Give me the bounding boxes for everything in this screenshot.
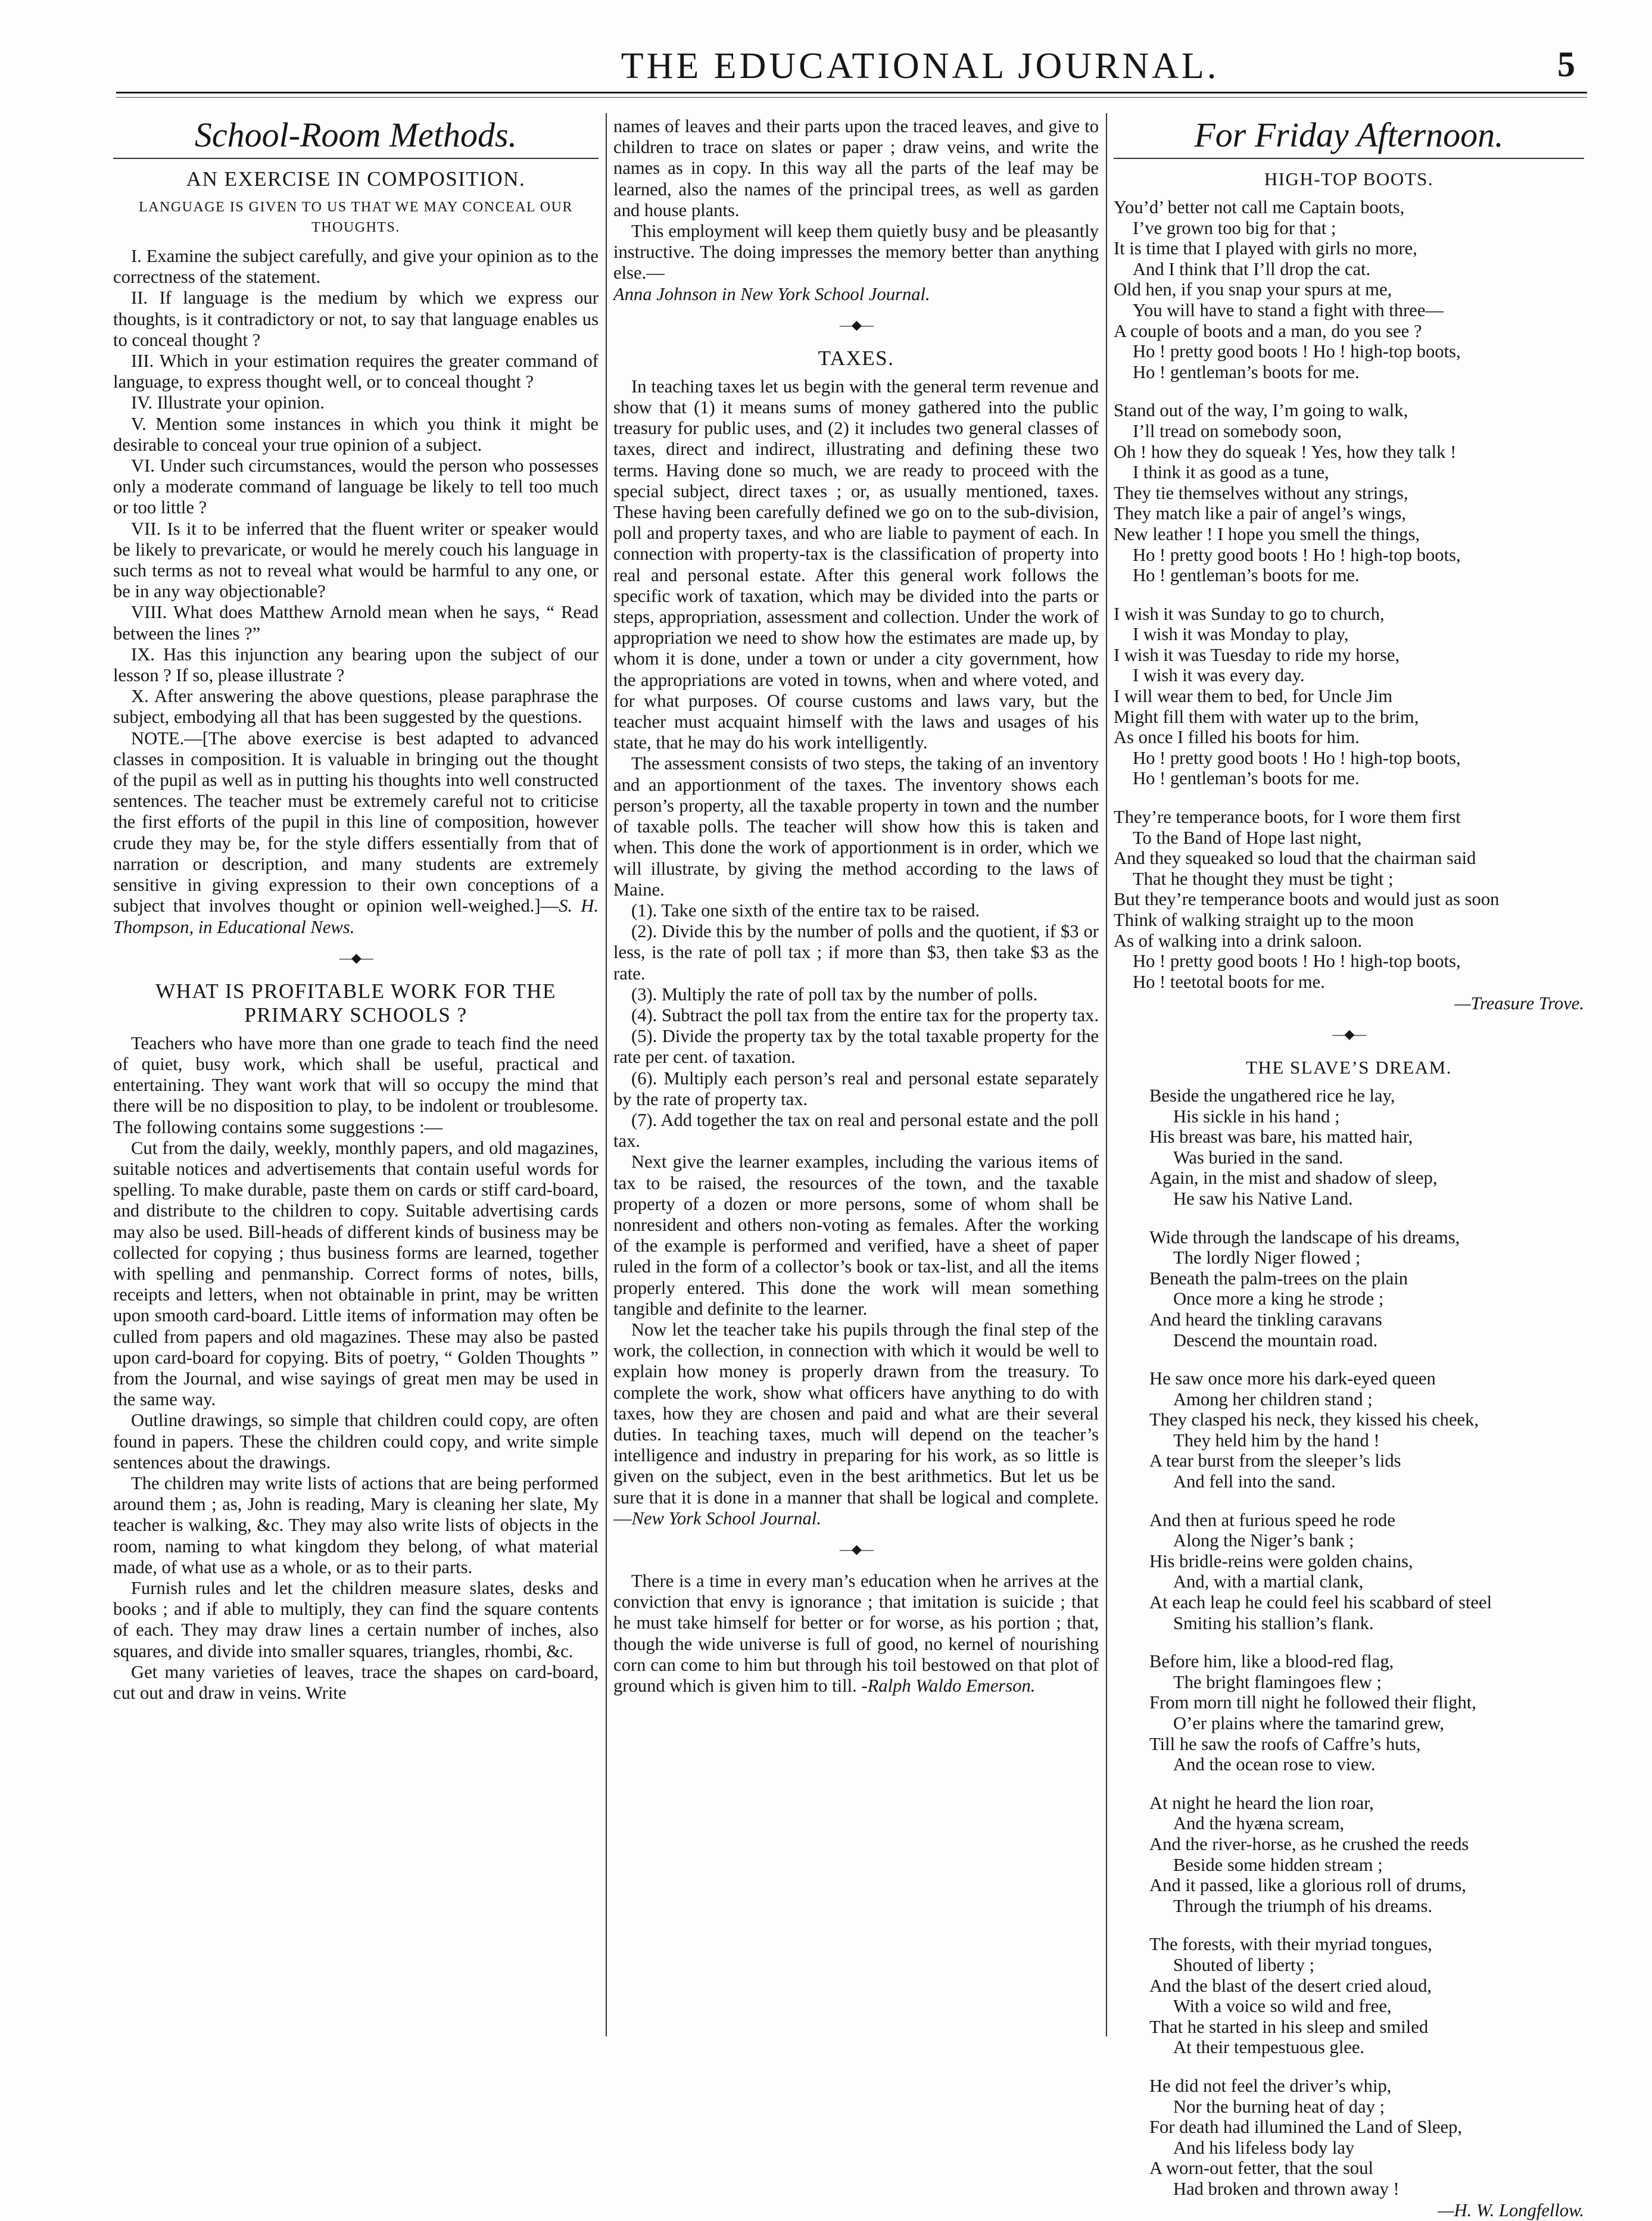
poem-stanza <box>1114 400 1584 585</box>
poem-high-top-boots <box>1114 197 1584 1014</box>
paragraph: Next give the learner examples, including the various items of tax to be raised, the resources of the town, and the taxable property of a dozen or more persons, some of whom shall be nonresident and others non-voting as females. After the working of the example is performed and verified, have a sheet of paper ruled in the form of a collector’s book or tax-list, and all the items properly entered. This done the work will mean something tangible and definite to the learner. <box>613 1152 1099 1319</box>
poem-line: You’d’ better not call me Captain boots, <box>1114 197 1405 217</box>
poem-line: His sickle in his hand ; <box>1173 1106 1340 1127</box>
poem-line: And it passed, like a glorious roll of drums, <box>1149 1875 1466 1896</box>
poem-line: New leather ! I hope you smell the things, <box>1114 523 1420 544</box>
poem-stanza <box>1149 1085 1584 1209</box>
poem-line: He saw once more his dark-eyed queen <box>1149 1368 1436 1389</box>
poem-line: Ho ! gentleman’s boots for me. <box>1133 768 1360 789</box>
paragraph: NOTE.—[The above exercise is best adapted to advanced classes in composition. It is valuable in bringing out the thought of the pupil as well as in putting his thoughts into well constructed sentences. The teacher must be extremely careful not to criticise the first efforts of the pupil in this line of composition, however crude they may be, for the style differs essentially from that of narration or description, and many students are extremely sensitive in giving expression to their own conceptions of a subject that involves thought or opinion well-weighed.]—S. H. Thompson, in Educational News. <box>113 728 599 937</box>
poem-line: I’ve grown too big for that ; <box>1133 217 1336 238</box>
paragraph: II. If language is the medium by which we express our thoughts, is it contradictory or not, to say that language enables us to conceal thought ? <box>113 288 599 350</box>
poem-line: Ho ! gentleman’s boots for me. <box>1133 565 1360 586</box>
poem-line: Old hen, if you snap your spurs at me, <box>1114 279 1392 300</box>
poem-line: Along the Niger’s bank ; <box>1173 1530 1354 1551</box>
section-rule <box>1114 158 1584 159</box>
poem-line: And then at furious speed he rode <box>1149 1509 1395 1530</box>
article-divider: —◆— <box>840 1542 872 1556</box>
author-signature: New York School Journal. <box>631 1508 822 1529</box>
article-body-taxes <box>613 376 1099 1529</box>
paragraph: Outline drawings, so simple that children could copy, are often found in papers. These the children could copy, and write simple sentences about the drawings. <box>113 1410 599 1473</box>
poem-line: O’er plains where the tamarind grew, <box>1173 1713 1445 1733</box>
article-divider: —◆— <box>840 317 872 332</box>
article-title-composition: AN EXERCISE IN COMPOSITION. <box>186 167 526 191</box>
poem-stanza <box>1149 1793 1584 1917</box>
poem-attribution: —H. W. Longfellow. <box>1438 2200 1584 2221</box>
poem-stanza <box>1149 1934 1584 2058</box>
paragraph: There is a time in every man’s education when he arrives at the conviction that envy is ignorance ; that imitation is suicide ; that he must take himself for better or for worse, as his portion ; that, though the wide universe is full of good, no kernel of nourishing corn can come to him but through his toil bestowed on that plot of ground which is given him to till. -Ralph Waldo Emerson. <box>613 1571 1099 1696</box>
poem-line: And fell into the sand. <box>1173 1471 1336 1492</box>
poem-slaves-dream <box>1114 1085 1584 2221</box>
emerson-quote <box>613 1571 1099 1696</box>
author-signature: Ralph Waldo Emerson. <box>867 1676 1036 1696</box>
article-divider: —◆— <box>339 950 372 965</box>
poem-line: And the hyæna scream, <box>1173 1813 1345 1834</box>
paragraph: I. Examine the subject carefully, and give your opinion as to the correctness of the statement. <box>113 246 599 288</box>
header-rule-thin <box>116 97 1587 98</box>
poem-line: Once more a king he strode ; <box>1173 1289 1384 1309</box>
poem-line: And his lifeless body lay <box>1173 2137 1355 2158</box>
paragraph: Cut from the daily, weekly, monthly papers, and old magazines, suitable notices and advertisements that contain useful words for spelling. To make durable, paste them on cards or stiff card-board, and distribute to the children to copy. Suitable advertising cards may also be used. Bill-heads of different kinds of business may be collected for copying ; thus business forms are learned, together with spelling and penmanship. Correct forms of notes, bills, receipts and letters, when not obtainable in print, may be written upon smooth card-board. Little items of information may often be culled from papers and old magazines. These may also be pasted upon card-board for copying. Bits of poetry, “ Golden Thoughts ” from the Journal, and wise sayings of great men may be used in the same way. <box>113 1137 599 1410</box>
poem-line: And I think that I’ll drop the cat. <box>1133 258 1371 279</box>
poem-line: But they’re temperance boots and would just as soon <box>1114 889 1500 910</box>
poem-line: It is time that I played with girls no more, <box>1114 238 1417 259</box>
article-body-profitable-work <box>113 1033 599 1704</box>
poem-line: Beside the ungathered rice he lay, <box>1149 1085 1395 1106</box>
paragraph: VII. Is it to be inferred that the fluent writer or speaker would be likely to prevaricate, or would he merely couch his language in such terms as not to reveal what would be harmful to any one, or be in any way objectionable? <box>113 518 599 602</box>
poem-line: I wish it was Sunday to go to church, <box>1114 603 1385 624</box>
poem-line: Shouted of liberty ; <box>1173 1954 1315 1975</box>
poem-line: And heard the tinkling caravans <box>1149 1309 1382 1330</box>
paragraph: names of leaves and their parts upon the traced leaves, and give to children to trace on slates or paper ; draw veins, and write the names as in copy. In this way all the parts of the leaf may be learned, also the names of the principal trees, as well as garden and house plants. <box>613 116 1099 220</box>
poem-line: Ho ! pretty good boots ! Ho ! high-top boots, <box>1133 544 1461 565</box>
poem-line: As of walking into a drink saloon. <box>1114 930 1363 951</box>
poem-line: Descend the mountain road. <box>1173 1330 1378 1350</box>
poem-line: A worn-out fetter, that the soul <box>1149 2158 1374 2179</box>
poem-line: Ho ! teetotal boots for me. <box>1133 971 1325 992</box>
poem-line: Beside some hidden stream ; <box>1173 1854 1383 1875</box>
poem-line: With a voice so wild and free, <box>1173 1996 1392 2017</box>
poem-line: From morn till night he followed their flight, <box>1149 1692 1476 1713</box>
poem-line: He saw his Native Land. <box>1173 1188 1353 1209</box>
poem-line: I wish it was every day. <box>1133 665 1305 686</box>
poem-line: Nor the burning heat of day ; <box>1173 2096 1385 2117</box>
poem-line: I think it as good as a tune, <box>1133 462 1329 483</box>
article-title-taxes: TAXES. <box>818 346 894 370</box>
poem-line: They clasped his neck, they kissed his cheek, <box>1149 1409 1479 1430</box>
poem-line: At each leap he could feel his scabbard of steel <box>1149 1592 1492 1613</box>
poem-line: Till he saw the roofs of Caffre’s huts, <box>1149 1733 1421 1754</box>
poem-stanza <box>1114 807 1584 992</box>
poem-line: I wish it was Monday to play, <box>1133 624 1349 645</box>
poem-title-slaves-dream: THE SLAVE’S DREAM. <box>1246 1056 1452 1078</box>
paragraph: Now let the teacher take his pupils through the final step of the work, the collection, in connection with which it would be well to explain how money is properly drawn from the treasury. To complete the work, show what officers have anything to do with taxes, how they are chosen and paid and what are their several duties. In teaching taxes, much will depend on the teacher’s intelligence and industry in preparing for his work, as so little is given on the subject, even in the best arithmetics. But let us be sure that it is done in a manner that shall be logical and complete. —New York School Journal. <box>613 1319 1099 1529</box>
poem-attribution: —Treasure Trove. <box>1454 993 1584 1014</box>
paragraph: The children may write lists of actions that are being performed around them ; as, John is reading, Mary is cleaning her slate, My teacher is walking, &c. They may also write lists of objects in the room, naming to what kingdom they belong, of what material made, of what use as a whole, or as to their parts. <box>113 1473 599 1577</box>
paragraph: (3). Multiply the rate of poll tax by the number of polls. <box>631 984 1038 1005</box>
paragraph: (2). Divide this by the number of polls and the quotient, if $3 or less, is the rate of poll tax ; if more than $3, then take $3 as the rate. <box>613 921 1099 984</box>
author-signature: Anna Johnson in New York School Journal. <box>613 283 930 304</box>
poem-line: Smiting his stallion’s flank. <box>1173 1612 1374 1633</box>
poem-line: Stand out of the way, I’m going to walk, <box>1114 400 1408 421</box>
poem-line: I wish it was Tuesday to ride my horse, <box>1114 644 1400 665</box>
poem-line: A tear burst from the sleeper’s lids <box>1149 1450 1401 1471</box>
column-1 <box>113 116 599 2045</box>
section-rule <box>113 158 599 159</box>
poem-line: That he thought they must be tight ; <box>1133 868 1394 889</box>
article-subtitle-composition: LANGUAGE IS GIVEN TO US THAT WE MAY CONCEAL OUR THOUGHTS. <box>139 199 573 235</box>
article-title-profitable-work: WHAT IS PROFITABLE WORK FOR THE PRIMARY SCHOOLS ? <box>155 979 556 1027</box>
poem-line: To the Band of Hope last night, <box>1133 827 1362 848</box>
paragraph: Get many varieties of leaves, trace the shapes on card-board, cut out and draw in veins. Write <box>113 1661 599 1703</box>
poem-line: Oh ! how they do squeak ! Yes, how they talk ! <box>1114 441 1457 462</box>
paragraph: The assessment consists of two steps, the taking of an inventory and an apportionment of the taxes. The inventory shows each person’s property, all the taxable property in town and the number of taxable polls. The teacher will show how this is taken and when. This done the work of apportionment is in order, which we will illustrate, by giving the method according to the laws of Maine. <box>613 753 1099 900</box>
poem-line: Wide through the landscape of his dreams, <box>1149 1227 1460 1247</box>
paragraph: III. Which in your estimation requires the greater command of language, to express thought well, or to conceal thought ? <box>113 351 599 392</box>
paragraph: This employment will keep them quietly busy and be pleasantly instructive. The doing impresses the memory better than anything else.— <box>613 221 1099 283</box>
paragraph: (7). Add together the tax on real and personal estate and the poll tax. <box>613 1109 1099 1152</box>
poem-line: They held him by the hand ! <box>1173 1430 1380 1450</box>
poem-stanza <box>1149 1227 1584 1351</box>
poem-stanza <box>1149 1651 1584 1775</box>
poem-line: The bright flamingoes flew ; <box>1173 1671 1382 1692</box>
paragraph: X. After answering the above questions, please paraphrase the subject, embodying all that has been suggested by the questions. <box>113 686 599 728</box>
section-title-friday-afternoon: For Friday Afternoon. <box>1194 116 1504 154</box>
poem-title-high-top-boots: HIGH-TOP BOOTS. <box>1264 169 1434 189</box>
poem-line: Was buried in the sand. <box>1173 1147 1344 1168</box>
paragraph: VI. Under such circumstances, would the person who possesses only a moderate command of language be likely to tell too much or too little ? <box>113 456 599 518</box>
paragraph: Teachers who have more than one grade to teach find the need of quiet, busy work, which shall be useful, practical and entertaining. They want work that will so occupy the mind that there will be no disposition to play, to be indolent or troublesome. The following contains some suggestions :— <box>113 1032 599 1137</box>
page-number: 5 <box>1557 45 1575 84</box>
poem-line: Again, in the mist and shadow of sleep, <box>1149 1168 1438 1189</box>
poem-line: That he started in his sleep and smiled <box>1149 2016 1429 2037</box>
header-rule <box>116 92 1587 93</box>
column-rule-2 <box>1106 113 1107 2036</box>
poem-line: For death had illumined the Land of Sleep, <box>1149 2117 1463 2138</box>
article-body-continued <box>613 116 1099 305</box>
poem-line: The forests, with their myriad tongues, <box>1149 1934 1432 1955</box>
poem-line: You will have to stand a fight with three— <box>1133 300 1444 320</box>
poem-line: They tie themselves without any strings, <box>1114 482 1408 503</box>
poem-line: As once I filled his boots for him. <box>1114 727 1360 748</box>
poem-line: They match like a pair of angel’s wings, <box>1114 503 1407 524</box>
paragraph: IX. Has this injunction any bearing upon the subject of our lesson ? If so, please illustrate ? <box>113 644 599 686</box>
poem-line: Ho ! gentleman’s boots for me. <box>1133 361 1360 382</box>
poem-line: I will wear them to bed, for Uncle Jim <box>1114 686 1393 707</box>
poem-line: Might fill them with water up to the brim, <box>1114 706 1419 727</box>
poem-stanza <box>1149 1510 1584 1634</box>
poem-line: His bridle-reins were golden chains, <box>1149 1551 1413 1571</box>
poem-line: The lordly Niger flowed ; <box>1173 1247 1361 1268</box>
poem-line: And, with a martial clank, <box>1173 1571 1364 1592</box>
paragraph: (4). Subtract the poll tax from the entire tax for the property tax. <box>631 1005 1099 1025</box>
poem-line: Through the triumph of his dreams. <box>1173 1895 1433 1916</box>
poem-line: He did not feel the driver’s whip, <box>1149 2075 1392 2096</box>
article-body-composition <box>113 246 599 938</box>
paragraph: VIII. What does Matthew Arnold mean when he says, “ Read between the lines ?” <box>113 602 599 644</box>
page-header <box>116 40 1587 106</box>
poem-line: His breast was bare, his matted hair, <box>1149 1127 1413 1147</box>
poem-line: And the blast of the desert cried aloud, <box>1149 1975 1432 1996</box>
poem-line: Think of walking straight up to the moon <box>1114 910 1414 930</box>
poem-line: Beneath the palm-trees on the plain <box>1149 1268 1408 1289</box>
poem-divider: —◆— <box>1332 1026 1366 1041</box>
poem-line: At night he heard the lion roar, <box>1149 1792 1374 1813</box>
poem-line: Before him, like a blood-red flag, <box>1149 1651 1394 1672</box>
journal-title: THE EDUCATIONAL JOURNAL. <box>621 46 1220 86</box>
poem-line: At their tempestuous glee. <box>1173 2037 1365 2058</box>
poem-line: Ho ! pretty good boots ! Ho ! high-top boots, <box>1133 341 1461 362</box>
poem-line: Among her children stand ; <box>1173 1389 1373 1409</box>
paragraph: In teaching taxes let us begin with the general term revenue and show that (1) it means sums of money gathered into the public treasury for public uses, and (2) it includes two general classes of taxes, direct and indirect, illustrating and defining these two terms. Having done so much, we are ready to proceed with the special subject, direct taxes ; or, as usually mentioned, taxes. These having been carefully defined we go on to the sub-division, poll and property taxes, and who are liable to payment of each. In connection with property-tax is the classification of property into real and personal estate. After this general work follows the specific work of taxation, which may be divided into the parts or steps, appropriation, assessment and collection. Under the work of appropriation we need to show how the estimates are made up, by whom it is done, under a town or under a city government, how the appropriations are voted in towns, when and where voted, and for what purposes. Of course customs and laws vary, but the teacher must acquaint himself with the laws and usages of his state, that he may do his work intelligently. <box>613 376 1099 753</box>
poem-stanza <box>1114 197 1584 382</box>
poem-line: I’ll tread on somebody soon, <box>1133 420 1342 441</box>
poem-stanza <box>1114 604 1584 789</box>
poem-line: Ho ! pretty good boots ! Ho ! high-top boots, <box>1133 747 1461 768</box>
poem-stanza <box>1149 2076 1584 2200</box>
paragraph: IV. Illustrate your opinion. <box>131 392 325 413</box>
poem-line: And the ocean rose to view. <box>1173 1754 1376 1775</box>
poem-line: Had broken and thrown away ! <box>1173 2178 1399 2199</box>
column-2 <box>613 116 1099 2045</box>
paragraph: (6). Multiply each person’s real and personal estate separately by the rate of property tax. <box>613 1068 1099 1109</box>
poem-line: And the river-horse, as he crushed the reeds <box>1149 1833 1469 1854</box>
poem-line: They’re temperance boots, for I wore them first <box>1114 807 1461 828</box>
author-signature: S. H. Thompson, in Educational News. <box>113 896 599 937</box>
paragraph: V. Mention some instances in which you think it might be desirable to conceal your true opinion of a subject. <box>113 413 599 455</box>
section-title-school-room-methods: School-Room Methods. <box>194 116 518 154</box>
column-3 <box>1114 116 1584 2221</box>
paragraph: (1). Take one sixth of the entire tax to be raised. <box>631 900 980 921</box>
poem-line: And they squeaked so loud that the chairman said <box>1114 848 1476 869</box>
paragraph: Furnish rules and let the children measure slates, desks and books ; and if able to multiply, they can find the square contents of each. They may draw lines a certain number of inches, also squares, and divide into smaller squares, triangles, rhombi, &c. <box>113 1577 599 1661</box>
poem-line: A couple of boots and a man, do you see ? <box>1114 320 1422 341</box>
poem-stanza <box>1149 1368 1584 1492</box>
poem-line: Ho ! pretty good boots ! Ho ! high-top boots, <box>1133 951 1461 972</box>
paragraph: (5). Divide the property tax by the total taxable property for the rate per cent. of taxation. <box>613 1026 1099 1068</box>
column-rule-1 <box>606 113 607 2036</box>
